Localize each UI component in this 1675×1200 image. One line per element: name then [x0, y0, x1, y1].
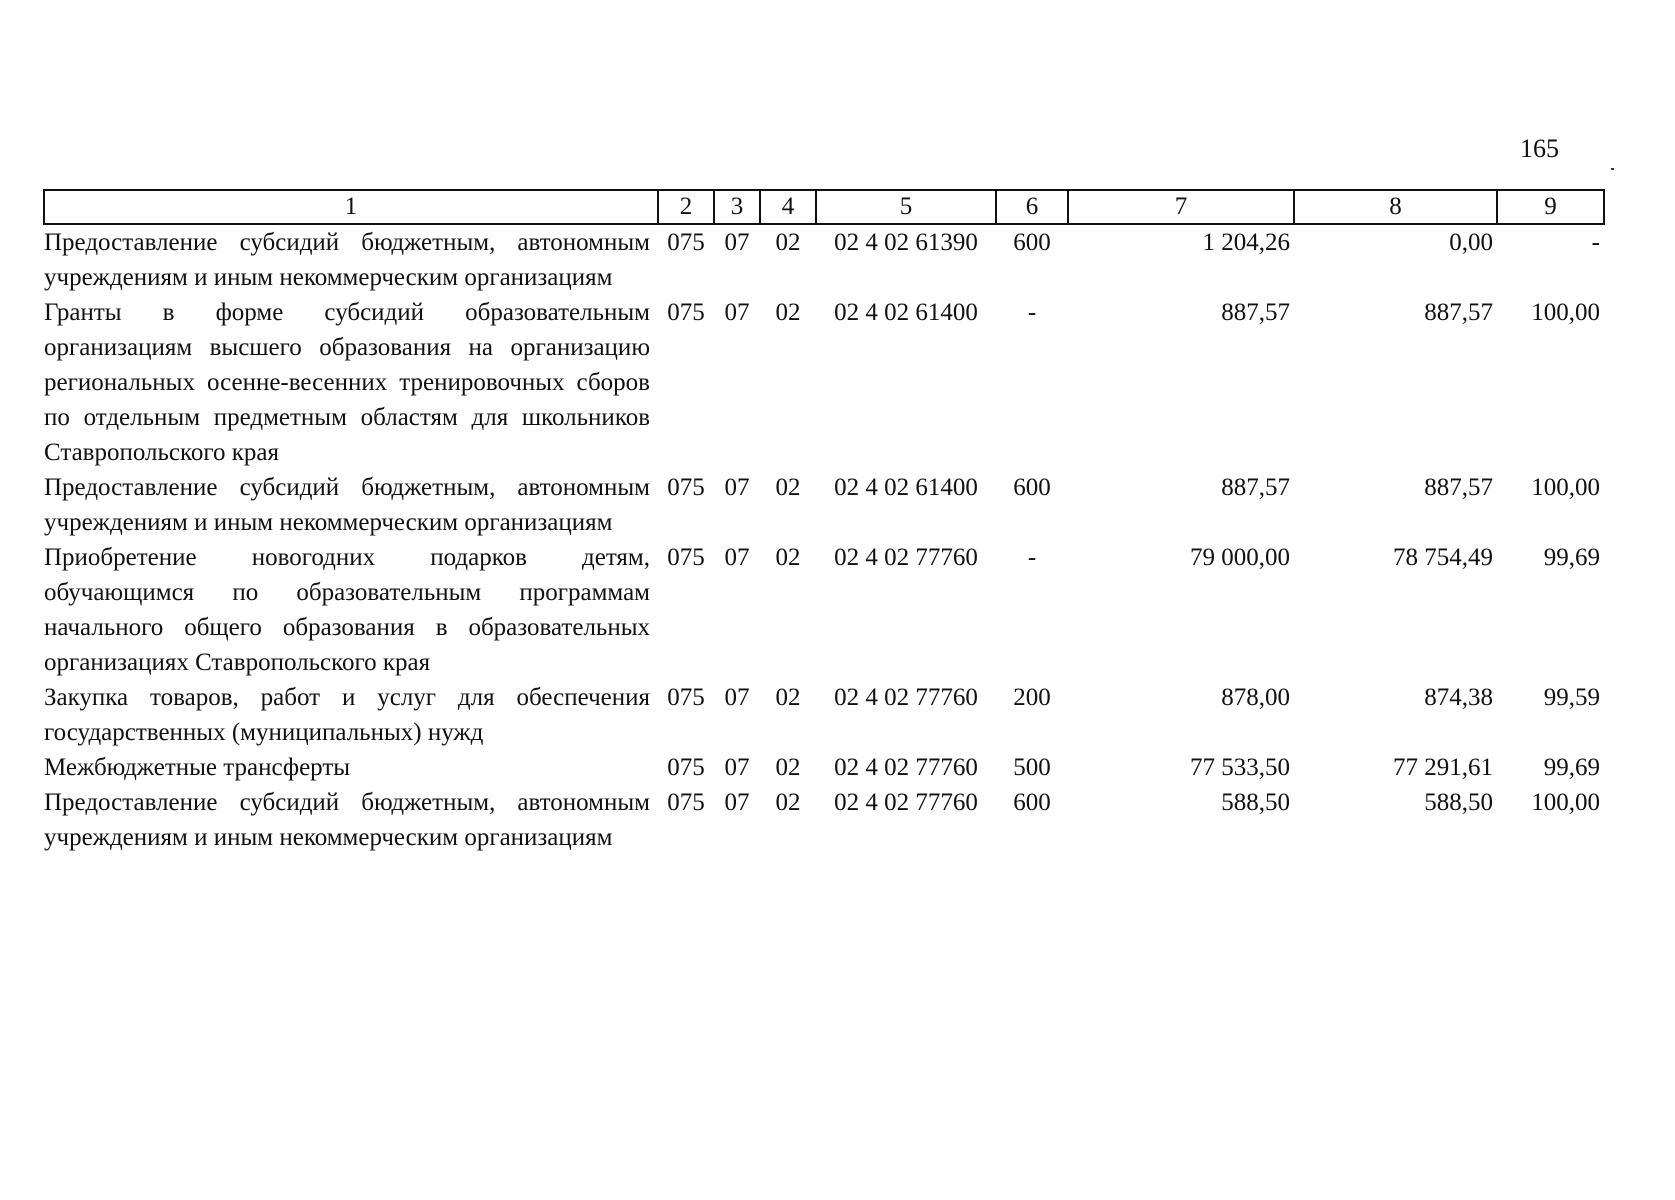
cell-code-6: 600 [1013, 474, 1051, 501]
column-header-5: 5 [816, 190, 996, 224]
table-row [44, 785, 1604, 855]
table-header [44, 190, 1604, 224]
row-description: Гранты в форме субсидий образовательным организациям высшего образования на организацию региональных осенне-весенних тренировочных сборов по отдельным предметным областям для школьников Ставропольского края [44, 299, 650, 466]
column-header-6: 6 [996, 190, 1068, 224]
column-header-1: 1 [44, 190, 658, 224]
cell-code-3: 07 [724, 789, 750, 816]
table-row [44, 224, 1604, 295]
table-body [44, 224, 1604, 855]
cell-code-4: 02 [775, 684, 801, 711]
row-description: Предоставление субсидий бюджетным, автономным учреждениям и иным некоммерческим организациям [44, 474, 650, 536]
cell-amount-8: 77 291,61 [1393, 754, 1493, 781]
cell-code-4: 02 [775, 299, 801, 326]
cell-amount-7: 588,50 [1221, 789, 1290, 816]
cell-code-5: 02 4 02 77760 [834, 544, 978, 571]
cell-code-3: 07 [724, 544, 750, 571]
column-header-4: 4 [760, 190, 816, 224]
cell-code-4: 02 [775, 544, 801, 571]
cell-percent-9: 100,00 [1531, 474, 1600, 501]
cell-code-6: 600 [1013, 229, 1051, 256]
cell-code-5: 02 4 02 77760 [834, 789, 978, 816]
cell-code-3: 07 [724, 474, 750, 501]
cell-code-2: 075 [667, 229, 705, 256]
cell-code-2: 075 [667, 474, 705, 501]
cell-code-6: - [1027, 299, 1037, 326]
page-number: 165 [1520, 134, 1559, 163]
cell-amount-7: 887,57 [1221, 474, 1290, 501]
cell-code-6: 600 [1013, 789, 1051, 816]
cell-code-5: 02 4 02 77760 [834, 754, 978, 781]
column-header-9: 9 [1497, 190, 1604, 224]
table-row [44, 750, 1604, 785]
cell-percent-9: 100,00 [1531, 789, 1600, 816]
cell-percent-9: - [1591, 229, 1600, 256]
cell-code-2: 075 [667, 754, 705, 781]
cell-amount-8: 588,50 [1424, 789, 1493, 816]
cell-code-5: 02 4 02 61400 [834, 299, 978, 326]
row-description: Межбюджетные трансферты [44, 754, 351, 781]
column-header-7: 7 [1068, 190, 1294, 224]
header-row [44, 190, 1604, 224]
cell-code-3: 07 [724, 684, 750, 711]
cell-code-2: 075 [667, 544, 705, 571]
cell-percent-9: 100,00 [1531, 299, 1600, 326]
table-row [44, 680, 1604, 750]
cell-code-2: 075 [667, 789, 705, 816]
cell-amount-7: 79 000,00 [1190, 544, 1290, 571]
row-description: Предоставление субсидий бюджетным, автономным учреждениям и иным некоммерческим организациям [44, 789, 650, 851]
cell-amount-8: 887,57 [1424, 474, 1493, 501]
cell-code-6: 200 [1013, 684, 1051, 711]
cell-code-6: 500 [1013, 754, 1051, 781]
cell-amount-8: 0,00 [1449, 229, 1493, 256]
cell-code-5: 02 4 02 61400 [834, 474, 978, 501]
table-row [44, 540, 1604, 680]
cell-code-2: 075 [667, 684, 705, 711]
cell-code-3: 07 [724, 229, 750, 256]
scan-speck [1611, 168, 1614, 170]
table-row [44, 470, 1604, 540]
budget-table [43, 189, 1605, 855]
cell-amount-8: 887,57 [1424, 299, 1493, 326]
table-row [44, 295, 1604, 470]
column-header-2: 2 [658, 190, 714, 224]
cell-amount-7: 1 204,26 [1202, 229, 1290, 256]
cell-code-4: 02 [775, 754, 801, 781]
cell-code-5: 02 4 02 77760 [834, 684, 978, 711]
cell-percent-9: 99,59 [1543, 684, 1600, 711]
cell-code-5: 02 4 02 61390 [834, 229, 978, 256]
cell-code-4: 02 [775, 474, 801, 501]
cell-code-3: 07 [724, 299, 750, 326]
cell-amount-8: 874,38 [1424, 684, 1493, 711]
cell-code-4: 02 [775, 789, 801, 816]
cell-code-3: 07 [724, 754, 750, 781]
cell-amount-7: 77 533,50 [1190, 754, 1290, 781]
cell-percent-9: 99,69 [1543, 754, 1600, 781]
row-description: Предоставление субсидий бюджетным, автономным учреждениям и иным некоммерческим организациям [44, 229, 650, 291]
cell-amount-8: 78 754,49 [1393, 544, 1493, 571]
cell-amount-7: 887,57 [1221, 299, 1290, 326]
column-header-8: 8 [1294, 190, 1497, 224]
row-description: Приобретение новогодних подарков детям, обучающимся по образовательным программам начального общего образования в образовательных организациях Ставропольского края [44, 544, 650, 676]
row-description: Закупка товаров, работ и услуг для обеспечения государственных (муниципальных) нужд [44, 684, 650, 746]
cell-amount-7: 878,00 [1221, 684, 1290, 711]
cell-percent-9: 99,69 [1543, 544, 1600, 571]
cell-code-2: 075 [667, 299, 705, 326]
cell-code-6: - [1027, 544, 1037, 571]
cell-code-4: 02 [775, 229, 801, 256]
column-header-3: 3 [714, 190, 760, 224]
